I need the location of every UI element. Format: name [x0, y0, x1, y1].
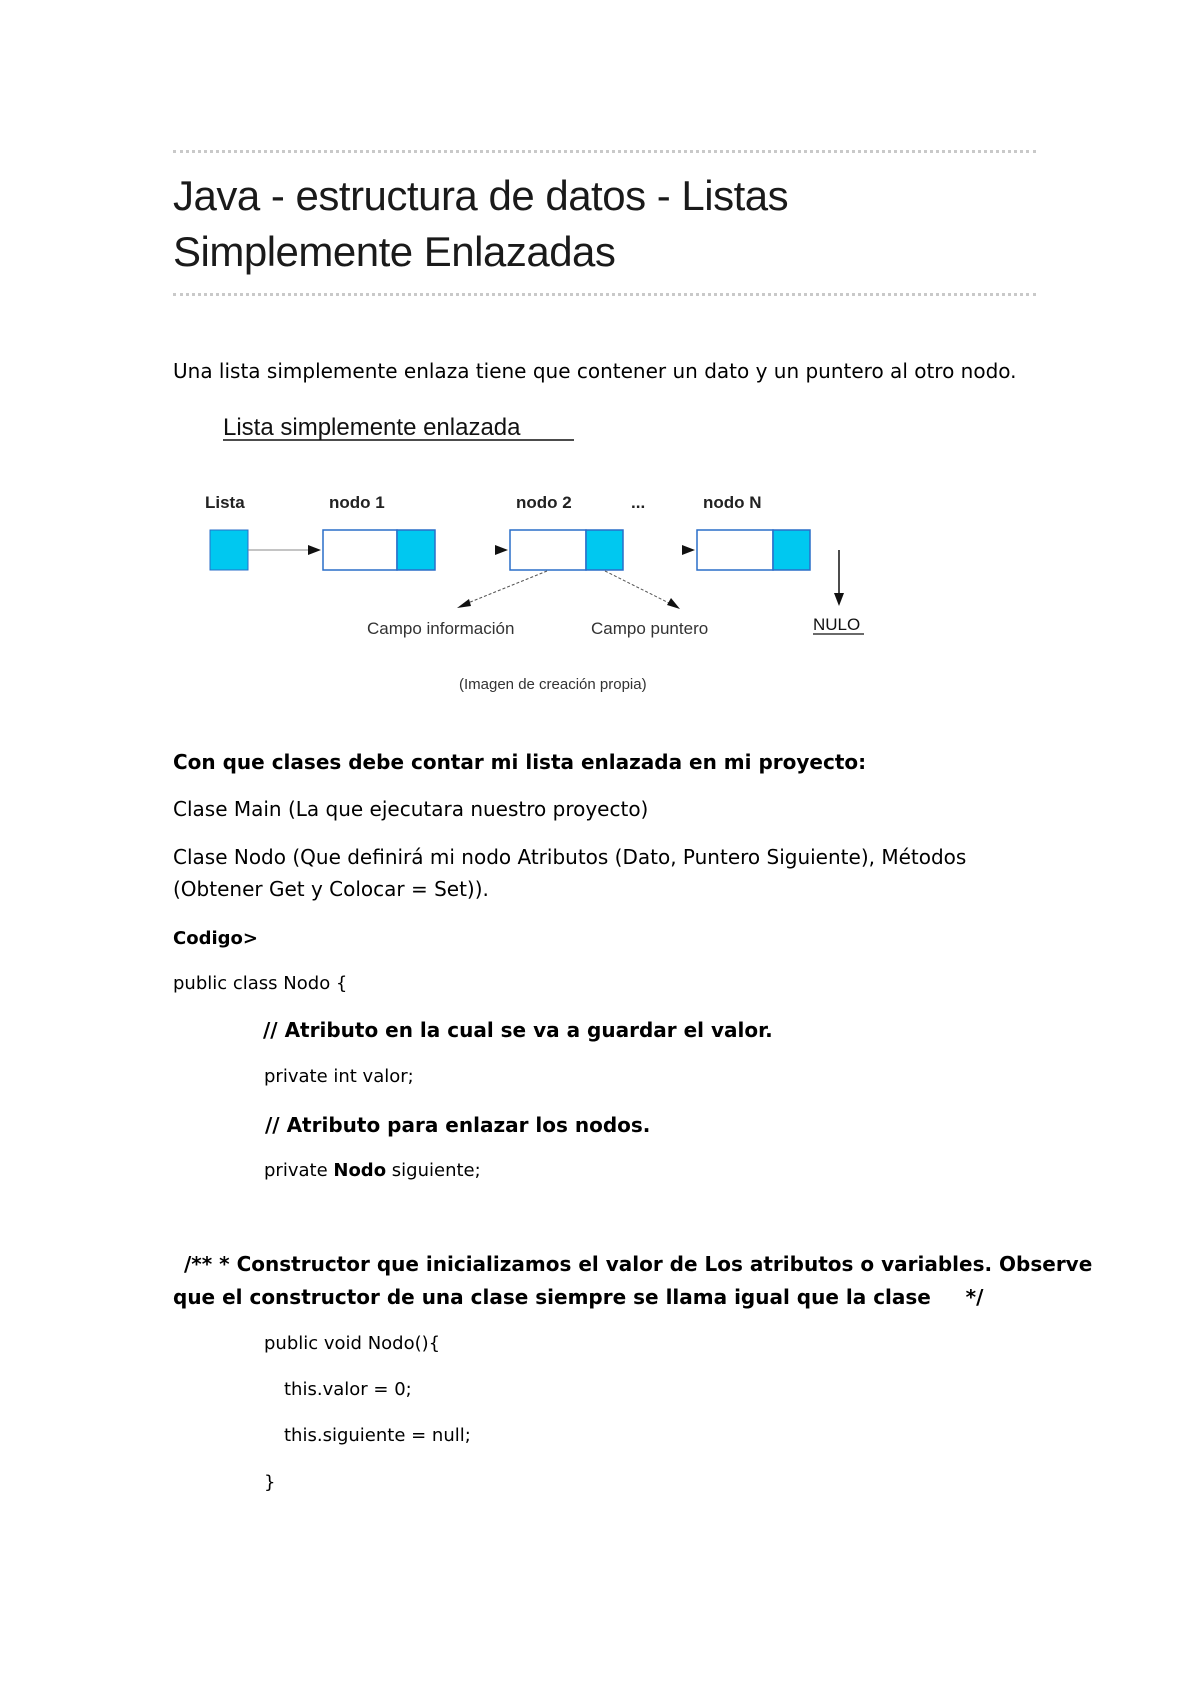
- label-nodo-2: nodo 2: [516, 493, 572, 512]
- top-divider: [173, 150, 1036, 153]
- diagram-caption: (Imagen de creación propia): [459, 676, 647, 693]
- arrowhead-nulo: [834, 593, 844, 606]
- code-siguiente-modifier: private: [264, 1160, 334, 1181]
- bottom-divider: [173, 293, 1036, 296]
- label-campo-informacion: Campo información: [367, 619, 515, 638]
- code-assign-valor: this.valor = 0;: [284, 1379, 412, 1400]
- code-comment-enlazar: // Atributo para enlazar los nodos.: [265, 1113, 651, 1137]
- clase-main-text: Clase Main (La que ejecutara nuestro proyecto): [173, 797, 649, 821]
- code-siguiente-type: Nodo: [333, 1160, 387, 1181]
- label-dots: ...: [631, 493, 646, 512]
- arrowhead-nodo-n: [682, 545, 695, 555]
- nodo1-pointer-cell: [397, 530, 435, 570]
- code-assign-siguiente: this.siguiente = null;: [284, 1425, 471, 1446]
- arrowhead-nodo1: [308, 545, 321, 555]
- lista-pointer-cell: [210, 530, 248, 570]
- code-comment-valor: // Atributo en la cual se va a guardar el valor.: [263, 1018, 773, 1042]
- linked-list-diagram: [195, 405, 895, 705]
- clase-nodo-text-line-2: (Obtener Get y Colocar = Set)).: [173, 877, 489, 901]
- title-line-2: Simplemente Enlazadas: [173, 228, 616, 275]
- label-nodo-1: nodo 1: [329, 493, 385, 512]
- intro-paragraph: Una lista simplemente enlaza tiene que contener un dato y un puntero al otro nodo.: [173, 359, 1017, 383]
- label-nodo-n: nodo N: [703, 493, 762, 512]
- clase-nodo-text-line-1: Clase Nodo (Que definirá mi nodo Atributos (Dato, Puntero Siguiente), Métodos: [173, 845, 967, 869]
- constructor-comment-line-2: que el constructor de una clase siempre se llama igual que la clase */: [173, 1285, 984, 1309]
- nodon-info-cell: [697, 530, 773, 570]
- label-nulo: NULO: [813, 615, 861, 634]
- label-campo-puntero: Campo puntero: [591, 619, 709, 638]
- arrowhead-nodo2: [495, 545, 508, 555]
- code-class-declaration: public class Nodo {: [173, 973, 348, 994]
- nodo2-pointer-cell: [586, 530, 623, 570]
- label-lista: Lista: [205, 493, 245, 512]
- dashed-arrow-info: [463, 571, 547, 605]
- page-title: [173, 168, 1053, 280]
- arrowhead-campo-info: [457, 599, 471, 608]
- constructor-comment-line-1: /** * Constructor que inicializamos el valor de Los atributos o variables. Observe: [184, 1252, 1093, 1276]
- code-declaration-siguiente: [264, 1160, 481, 1181]
- nodo2-info-cell: [510, 530, 586, 570]
- classes-heading: Con que clases debe contar mi lista enlazada en mi proyecto:: [173, 750, 867, 774]
- diagram-heading: Lista simplemente enlazada: [223, 414, 521, 441]
- codigo-label: Codigo>: [173, 928, 258, 949]
- arrowhead-campo-puntero: [667, 598, 680, 609]
- code-close-brace: }: [264, 1472, 276, 1493]
- code-constructor-declaration: public void Nodo(){: [264, 1333, 441, 1354]
- dashed-arrow-pointer: [605, 571, 673, 605]
- code-siguiente-name: siguiente;: [386, 1160, 481, 1181]
- title-line-1: Java - estructura de datos - Listas: [173, 172, 789, 219]
- nodo1-info-cell: [323, 530, 397, 570]
- nodon-pointer-cell: [773, 530, 810, 570]
- code-declaration-valor: private int valor;: [264, 1066, 414, 1087]
